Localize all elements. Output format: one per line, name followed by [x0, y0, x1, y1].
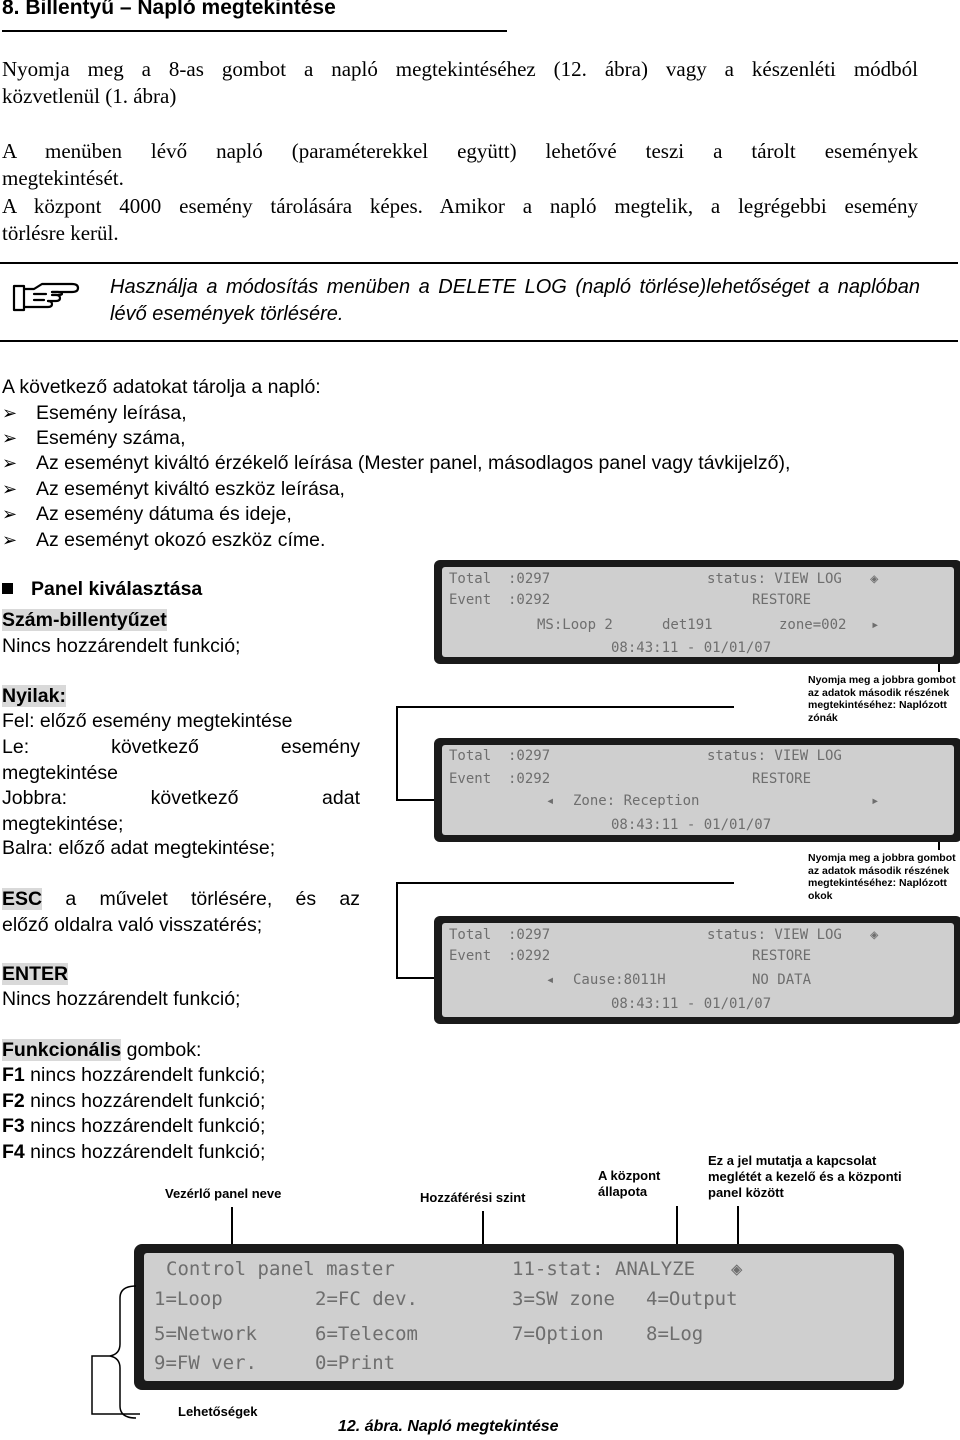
lcd-det: det191: [662, 617, 713, 633]
lcd-status: status: VIEW LOG: [707, 927, 842, 943]
lcd-datetime: 08:43:11 - 01/01/07: [611, 640, 772, 656]
f4-desc: F4 nincs hozzárendelt funkció;: [2, 1141, 266, 1163]
lcd-zone-name: Zone: Reception: [573, 793, 700, 809]
lcd-log-cause: [434, 916, 960, 1024]
menu-item-fw-ver: 9=FW ver.: [154, 1352, 257, 1374]
lcd-status: status: VIEW LOG: [707, 748, 842, 764]
arrow-bullet-icon: ➢: [2, 479, 18, 499]
menu-item-option: 7=Option: [512, 1323, 604, 1345]
lcd-datetime: 08:43:11 - 01/01/07: [611, 996, 772, 1012]
lcd-nodata: NO DATA: [752, 972, 812, 988]
f3-desc: F3 nincs hozzárendelt funkció;: [2, 1115, 266, 1137]
arrows-down-desc: Le: következő esemény megtekintése: [2, 736, 360, 784]
note-text: Használja a módosítás menüben a DELETE LOG (napló törlése)lehetőséget a naplóban lévő események törlésére.: [110, 276, 920, 325]
numpad-desc: Nincs hozzárendelt funkció;: [2, 635, 241, 657]
paragraph-intro: [2, 56, 918, 110]
esc-desc: ESC a művelet törlésére, és az előző oldalra való visszatérés;: [2, 888, 360, 936]
menu-item-print: 0=Print: [315, 1352, 396, 1374]
menu-item-sw-zone: 3=SW zone: [512, 1288, 615, 1310]
pointing-hand-icon: [12, 280, 84, 316]
arrow-bullet-icon: ➢: [2, 403, 18, 423]
paragraph-line: törlésre kerül.: [2, 221, 119, 245]
lcd-total: Total :0297: [449, 927, 551, 943]
heading-underline: [2, 30, 507, 32]
lcd-restore: RESTORE: [752, 948, 812, 964]
note-top-rule: [0, 262, 958, 264]
left-arrow-icon: ◂: [546, 793, 555, 809]
lcd-zone: zone=002: [779, 617, 847, 633]
square-bullet-icon: [2, 583, 13, 594]
menu-item-loop: 1=Loop: [154, 1288, 223, 1310]
lcd-status: status: VIEW LOG: [707, 571, 842, 587]
lcd-main-menu: [134, 1244, 904, 1390]
lcd-restore: RESTORE: [752, 771, 812, 787]
arrow-bullet-icon: ➢: [2, 453, 18, 473]
paragraph-capacity: [2, 193, 918, 247]
figure-caption: 12. ábra. Napló megtekintése: [338, 1418, 559, 1435]
arrows-up-desc: Fel: előző esemény megtekintése: [2, 710, 293, 732]
note-bottom-rule: [0, 340, 958, 342]
arrows-right-desc: Jobbra: következő adat megtekintése;: [2, 787, 360, 835]
paragraph-menu: [2, 138, 918, 192]
list-intro: A következő adatokat tárolja a napló:: [2, 376, 321, 398]
list-item: ➢ Az eseményt kiváltó érzékelő leírása (Mester panel, másodlagos panel vagy távkijelző),: [2, 452, 791, 474]
enter-label: ENTER: [2, 963, 69, 985]
list-item: ➢ Az esemény dátuma és ideje,: [2, 503, 292, 525]
list-item: ➢ Esemény leírása,: [2, 402, 187, 424]
menu-item-log: 8=Log: [646, 1323, 704, 1345]
list-item: ➢ Az eseményt kiváltó eszköz leírása,: [2, 478, 345, 500]
left-arrow-icon: ◂: [546, 972, 555, 988]
lcd-event: Event :0292: [449, 592, 551, 608]
lcd-panel-name: Control panel master: [166, 1258, 395, 1280]
esc-label: ESC: [2, 888, 43, 910]
paragraph-line: megtekintését.: [2, 166, 124, 190]
lcd-datetime: 08:43:11 - 01/01/07: [611, 817, 772, 833]
lcd-total: Total :0297: [449, 571, 551, 587]
callout-logged-zones: Nyomja meg a jobbra gombot az adatok második részének megtekintéséhez: Naplózott zónák: [808, 674, 956, 724]
paragraph-line: Nyomja meg a 8-as gombot a napló megtekintéséhez (12. ábra) vagy a készenléti módból: [2, 57, 918, 81]
menu-item-fc-dev: 2=FC dev.: [315, 1288, 418, 1310]
page-heading: 8. Billentyű – Napló megtekintése: [2, 0, 336, 19]
lcd-cause: Cause:8011H: [573, 972, 666, 988]
callout-panel-name: Vezérlő panel neve: [165, 1186, 282, 1201]
right-arrow-icon: ▸: [871, 793, 880, 809]
callout-logged-causes: Nyomja meg a jobbra gombot az adatok második részének megtekintéséhez: Naplózott okok: [808, 852, 956, 902]
f2-desc: F2 nincs hozzárendelt funkció;: [2, 1090, 266, 1112]
list-item: ➢ Esemény száma,: [2, 427, 186, 449]
f1-desc: F1 nincs hozzárendelt funkció;: [2, 1064, 266, 1086]
arrow-bullet-icon: ➢: [2, 504, 18, 524]
right-arrow-icon: ▸: [871, 617, 880, 633]
arrows-label: Nyilak:: [2, 685, 66, 707]
lcd-access-status: 11-stat: ANALYZE: [512, 1258, 696, 1280]
list-item: ➢ Az eseményt okozó eszköz címe.: [2, 529, 326, 551]
menu-item-network: 5=Network: [154, 1323, 257, 1345]
callout-access-level: Hozzáférési szint: [420, 1190, 526, 1205]
options-bracket: [82, 1284, 142, 1420]
lcd-event: Event :0292: [449, 771, 551, 787]
arrows-left-desc: Balra: előző adat megtekintése;: [2, 837, 276, 859]
paragraph-line: A központ 4000 esemény tárolására képes. Amikor a napló megtelik, a legrégebbi esemény: [2, 194, 918, 218]
callout-panel-state: A központ állapota: [598, 1168, 661, 1199]
link-signal-icon: ◈: [731, 1258, 743, 1280]
menu-item-telecom: 6=Telecom: [315, 1323, 418, 1345]
lcd-restore: RESTORE: [752, 592, 812, 608]
lcd-log-zone: [434, 738, 960, 842]
numpad-label: Szám-billentyűzet: [2, 609, 167, 631]
panel-select-title: Panel kiválasztása: [2, 578, 202, 601]
enter-desc: Nincs hozzárendelt funkció;: [2, 988, 241, 1010]
arrow-bullet-icon: ➢: [2, 530, 18, 550]
link-signal-icon: ◈: [870, 927, 879, 943]
lcd-ms: MS:Loop 2: [537, 617, 613, 633]
link-signal-icon: ◈: [870, 571, 879, 587]
callout-link-signal: Ez a jel mutatja a kapcsolat meglétét a kezelő és a központi panel között: [708, 1153, 902, 1200]
lcd-total: Total :0297: [449, 748, 551, 764]
paragraph-line: közvetlenül (1. ábra): [2, 84, 177, 108]
paragraph-line: A menüben lévő napló (paraméterekkel együtt) lehetővé teszi a tárolt események: [2, 139, 918, 163]
arrow-bullet-icon: ➢: [2, 428, 18, 448]
lcd-log-detector: [434, 560, 960, 664]
callout-options: Lehetőségek: [178, 1404, 258, 1419]
menu-item-output: 4=Output: [646, 1288, 738, 1310]
function-keys-label: Funkcionális gombok:: [2, 1039, 202, 1061]
lcd-event: Event :0292: [449, 948, 551, 964]
